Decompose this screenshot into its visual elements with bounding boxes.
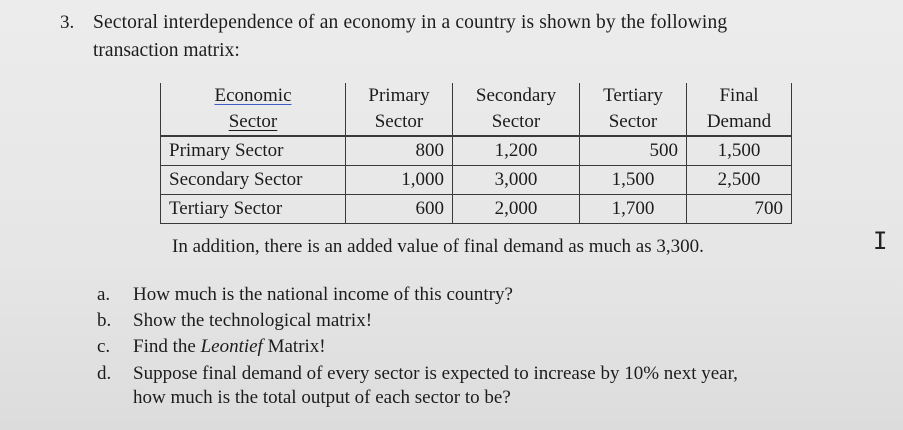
header-economic: Economic [161, 83, 346, 109]
table-header-row [161, 109, 792, 136]
header-final: Final [687, 83, 792, 109]
table-cell: 2,500 [687, 166, 792, 195]
table-cell: 3,000 [453, 166, 580, 195]
subquestion-italic: Leontief [200, 336, 263, 357]
row-label: Primary Sector [161, 136, 346, 166]
subquestion-text: Suppose final demand of every sector is expected to increase by 10% next year, [133, 363, 738, 384]
table-cell: 500 [580, 136, 687, 166]
table-header-row [161, 83, 792, 109]
header-tertiary: Tertiary [580, 83, 687, 109]
header-demand: Demand [687, 109, 792, 136]
table-cell: 700 [687, 195, 792, 224]
transaction-matrix-table [160, 83, 792, 224]
question-text-line2: transaction matrix: [93, 40, 240, 61]
header-secondary-sector: Sector [453, 109, 580, 136]
header-tertiary-sector: Sector [580, 109, 687, 136]
table-cell: 1,700 [580, 195, 687, 224]
subquestion-b [97, 310, 372, 332]
subquestion-text: Show the technological matrix! [133, 310, 373, 331]
subquestion-a [97, 284, 513, 306]
row-label: Secondary Sector [161, 166, 346, 195]
question-number: 3. [60, 12, 75, 33]
subquestion-text: Find the [133, 336, 201, 357]
table-cell: 600 [346, 195, 453, 224]
table-row [161, 195, 792, 224]
added-value-note: In addition, there is an added value of final demand as much as 3,300. [172, 236, 704, 257]
subquestion-label: c. [97, 336, 111, 357]
header-primary-sector: Sector [346, 109, 453, 136]
table-cell: 1,000 [346, 166, 453, 195]
question-text-line1: Sectoral interdependence of an economy in a country is shown by the following [93, 12, 728, 33]
table-row [161, 136, 792, 166]
text-cursor-icon: I [873, 227, 888, 255]
table-row [161, 166, 792, 195]
table-cell: 1,200 [453, 136, 580, 166]
subquestion-c [97, 336, 326, 358]
subquestion-text: How much is the national income of this country? [133, 284, 513, 305]
table-cell: 800 [346, 136, 453, 166]
subquestion-label: b. [97, 310, 112, 331]
subquestion-text: Matrix! [262, 336, 326, 357]
header-sector: Sector [161, 109, 346, 136]
header-primary: Primary [346, 83, 453, 109]
table-cell: 1,500 [687, 136, 792, 166]
table-cell: 1,500 [580, 166, 687, 195]
subquestion-d [97, 363, 738, 385]
row-label: Tertiary Sector [161, 195, 346, 224]
subquestion-d-continuation: how much is the total output of each sector to be? [133, 387, 511, 408]
header-secondary: Secondary [453, 83, 580, 109]
subquestion-label: a. [97, 284, 111, 305]
table-cell: 2,000 [453, 195, 580, 224]
subquestion-label: d. [97, 363, 112, 384]
